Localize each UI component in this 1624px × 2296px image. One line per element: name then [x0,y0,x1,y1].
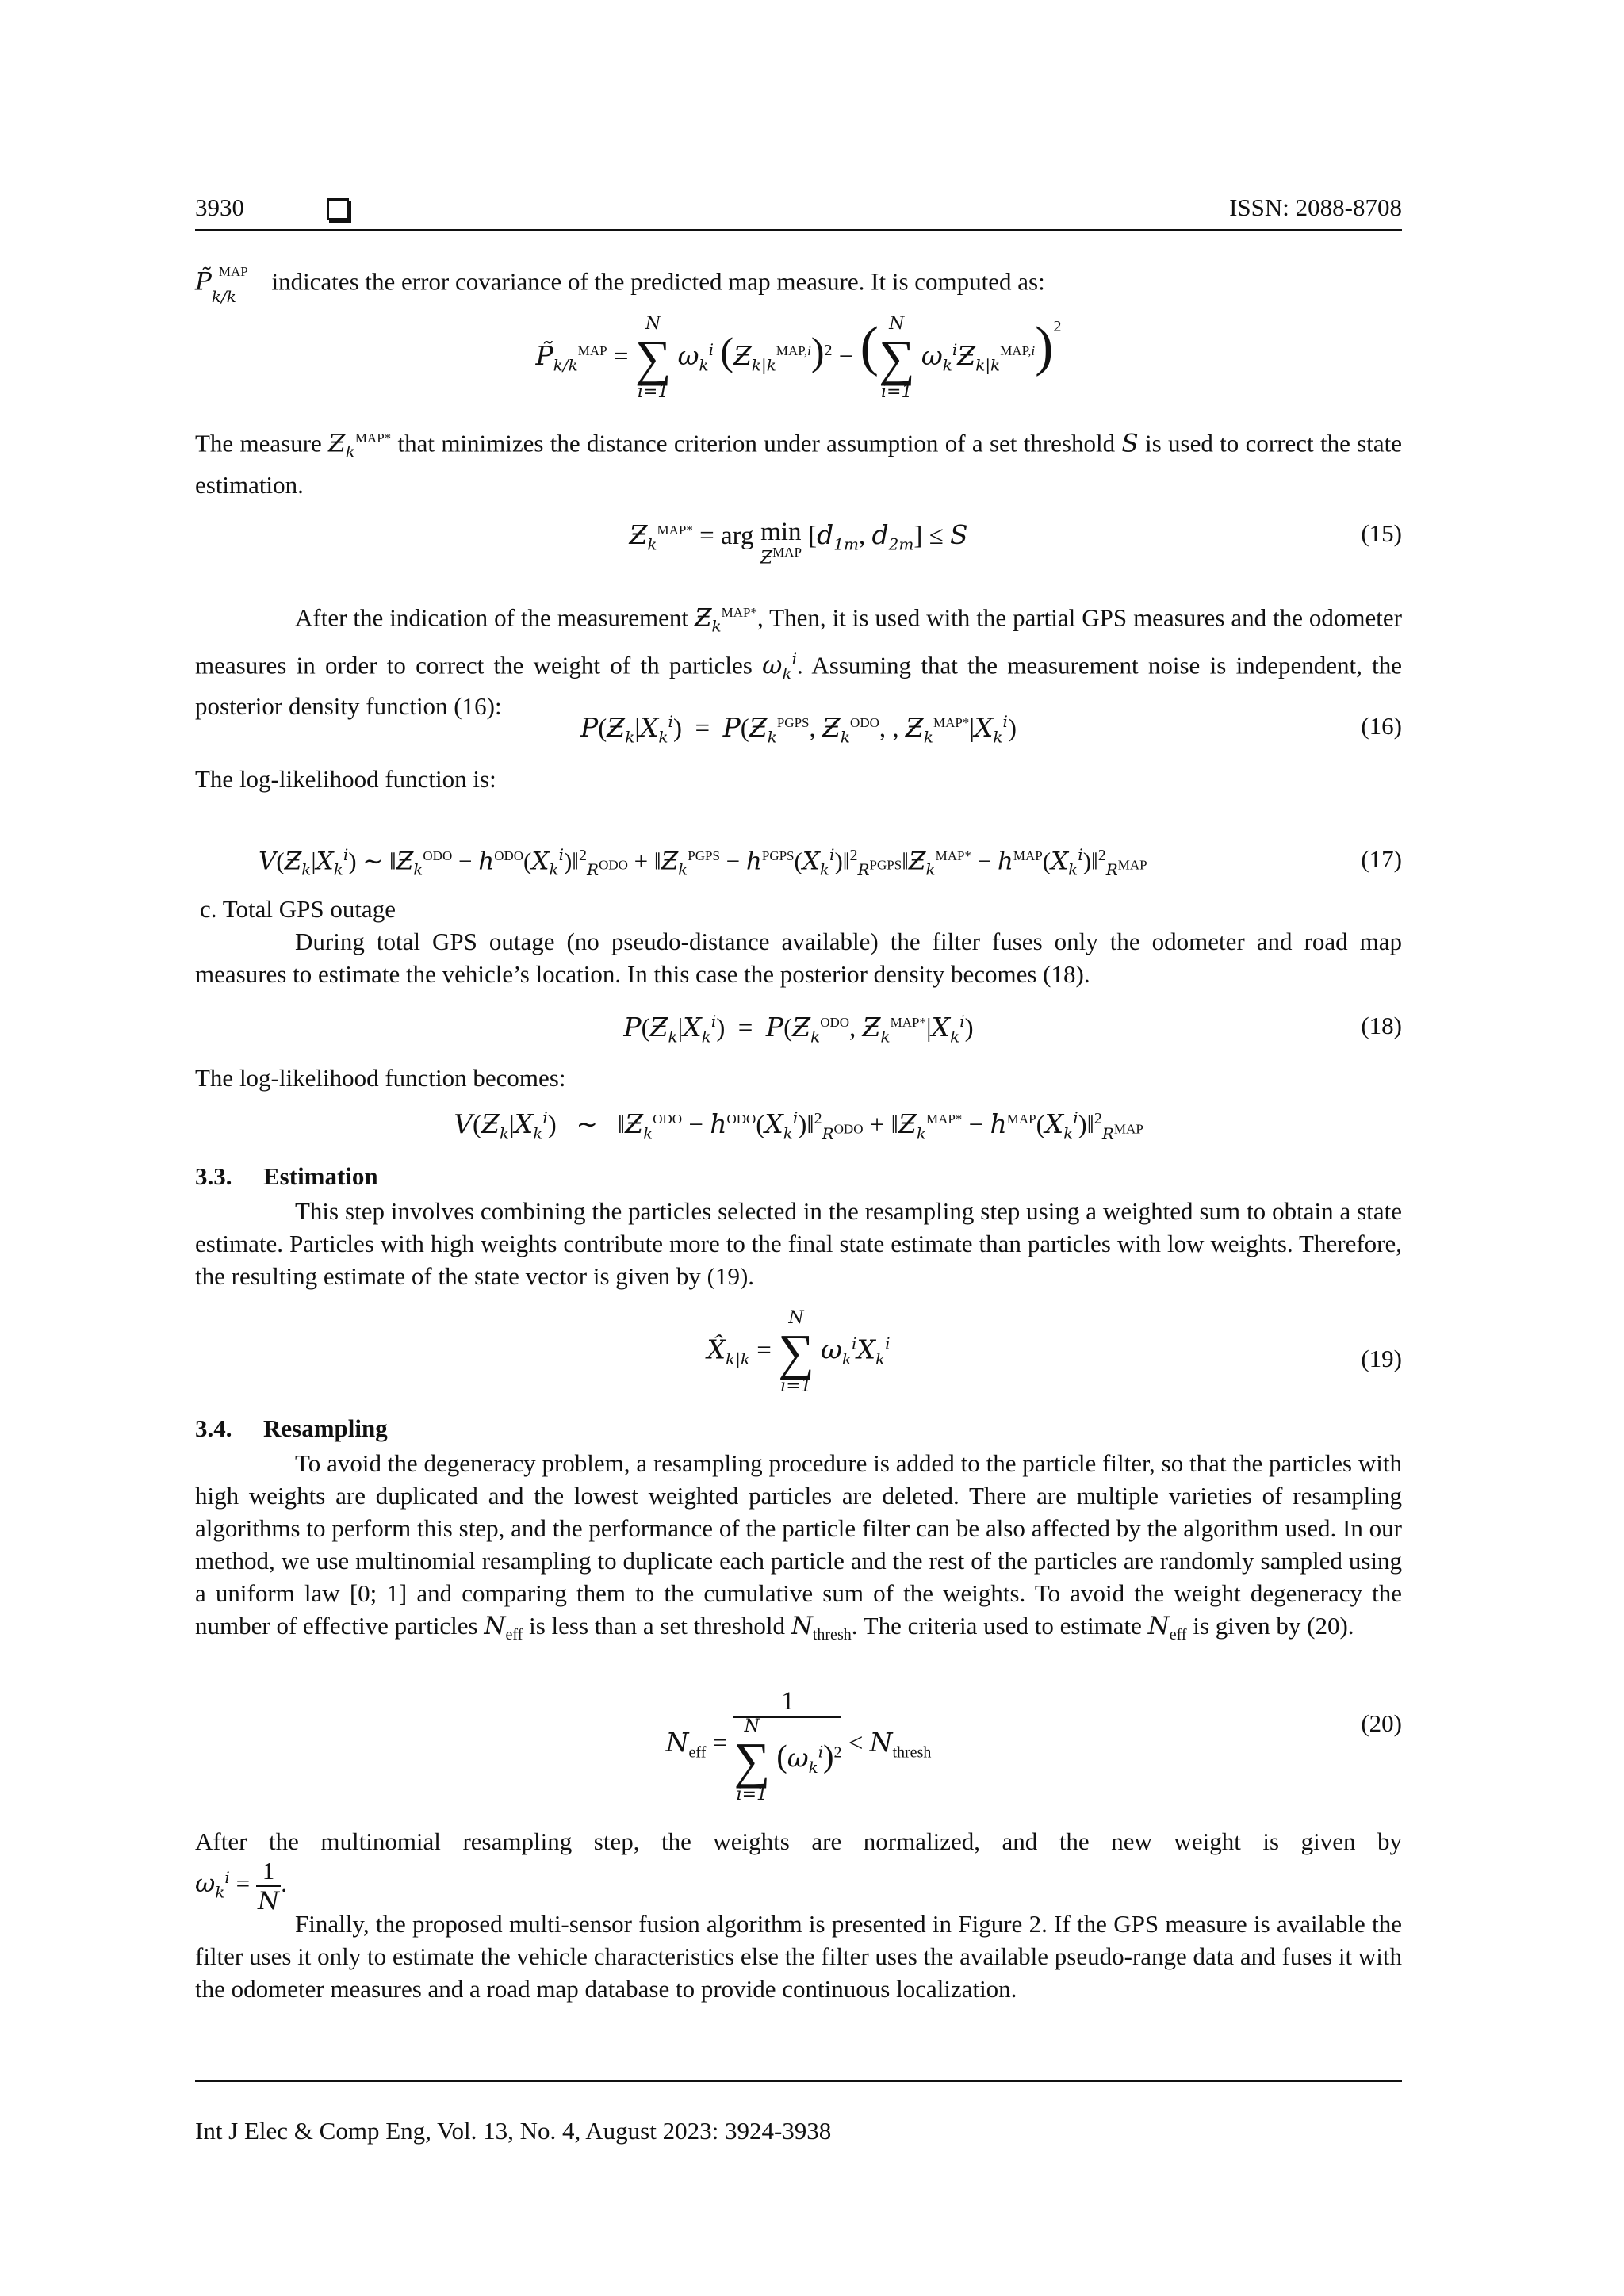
paragraph-text: that minimizes the distance criterion under assumption of a set threshold [391,429,1122,457]
equation-20: $N_{eff}$ = 1 N ∑ i=1 $(\omega_k^i)^2$ < $N_{thresh}$ (20) [665,1687,1402,1804]
equation-19: $X̂_{k|k}$ = N ∑ i=1 $\omega_k^iX_k^i$ (19) [707,1308,1402,1396]
issn: ISSN: 2088-8708 [1229,193,1402,221]
paragraph-text: The measure [195,429,329,457]
paragraph-total-outage: During total GPS outage (no pseudo-distance available) the filter fuses only the odometer and road map measures to estimate the vehicle’s location. In this case the posterior density becomes (18). [195,928,1402,988]
paragraph-estimation: This step involves combining the particles selected in the resampling step using a weighted sum to obtain a state estimate. Particles with high weights contribute more to the final state estimate than particles with low weights. Therefore, the resulting estimate of the state vector is given by (19). [195,1197,1402,1290]
equation-16: $P(Ƶ_k|X_k^i)$ = $P(Ƶ_k^{PGPS}$, $Ƶ_k^{ODO}$, , $Ƶ_k^{MAP*}|X_k^i$) (16) [580,712,1402,747]
paragraph-text: . Assuming that the measurement noise is independent, the posterior density function (16): [195,650,1402,721]
equation-number: (20) [1361,1709,1402,1737]
equation-18: $P(Ƶ_k|X_k^i)$ = $P(Ƶ_k^{ODO}$, $Ƶ_k^{MAP*}|X_k^i$) (18) [623,1012,1402,1047]
equation-number: (16) [1361,712,1402,740]
paragraph-measure: The measure $Ƶ_k^{MAP*}$ that minimizes the distance criterion under assumption of a set threshold S is used to correct the state estimation. [195,429,1402,499]
paragraph-loglik: The log-likelihood function is: [195,765,496,793]
section-number: 3.4. [195,1414,232,1442]
list-item-c: c. Total GPS outage [200,895,396,923]
footer-rule [195,2080,1402,2082]
paragraph-covariance: $P̃_{k/k}^{MAP}$ indicates the error covariance of the predicted map measure. It is computed as: [195,264,1045,306]
running-footer: Int J Elec & Comp Eng, Vol. 13, No. 4, August 2023: 3924-3938 [195,2117,832,2145]
header-rule [195,229,1402,231]
equation-number: (17) [1361,845,1402,873]
paragraph-resampling: To avoid the degeneracy problem, a resampling procedure is added to the particle filter, so that the particles with high weights are duplicated and the lowest weighted particles are deleted. There are multiple varieties of resampling algorithms to perform this step, and the performance of the particle filter can be also affected by the algorithm used. In our method, we use multinomial resampling to duplicate each particle and the rest of the particles are randomly sampled using a uniform law [0; 1] and comparing them to the cumulative sum of the weights. To avoid the weight degeneracy the number of effective particles $N_{eff}$ is less than a set threshold $N_{thresh}$. The criteria used to estimate $N_{eff}$ is given by (20). [195,1449,1402,1644]
equation-number: (19) [1361,1345,1402,1372]
running-header [195,193,1402,228]
section-title: Estimation [263,1162,378,1190]
page-number: 3930 [195,193,244,221]
square-bullet-icon [327,198,349,220]
section-heading-3-3 [195,1162,378,1191]
paragraph-text: , Then, it is used with the partial GPS measures and the odometer measures in order to correct the weight of th particles [195,603,1402,679]
paragraph-loglik-becomes: The log-likelihood function becomes: [195,1064,566,1092]
equation-number: (15) [1361,519,1402,547]
section-heading-3-4 [195,1414,388,1443]
equation-covariance: $P̃_{k/k}^{MAP}$ = N ∑ i=1 $\omega_k^i$ $(Ƶ_{k|k}^{MAP,i})^2$ − ( N ∑ i=1 $\omega_k^iƵ_{k|k}^{MAP,i})^2$ [535,314,1062,403]
paragraph-text: After the indication of the measurement [295,603,695,632]
paragraph-text: indicates the error covariance of the predicted map measure. It is computed as: [265,267,1045,296]
paragraph-normalized: After the multinomial resampling step, the weights are normalized, and the new weight is given by [195,1827,1402,1855]
equation-17: $V(Ƶ_k|X_k^i)$ ∼ $‖Ƶ_k^{ODO}$ − $h^{ODO}(X_k^i)‖^2_{R^{ODO}}$ + $‖Ƶ_k^{PGPS}$ − $h^{PGPS}(X_k^i)‖^2_{R^{PGPS}}‖Ƶ_k^{MAP*}$ − $h^{MAP}(X_k^i)‖^2_{R^{MAP}}$ (17) [259,845,1402,879]
paragraph-text: . The criteria used to estimate [851,1612,1148,1640]
section-number: 3.3. [195,1162,232,1190]
paragraph-text: is less than a set threshold [523,1612,791,1640]
equation-number: (18) [1361,1012,1402,1039]
section-title: Resampling [263,1414,388,1442]
equation-new-weight: $\omega_k^i$ = $\frac{1}{N}$ . [195,1857,288,1915]
paragraph-text: To avoid the degeneracy problem, a resampling procedure is added to the particle filter, so that the particles with high weights are duplicated and the lowest weighted particles are deleted. There are multiple varieties of resampling algorithms to perform this step, and the performance of the particle filter can be also affected by the algorithm used. In our method, we use multinomial resampling to duplicate each particle and the rest of the particles are randomly sampled using a uniform law [0; 1] and comparing them to the cumulative sum of the weights. To avoid the weight degeneracy the number of effective particles [195,1449,1402,1640]
paper-page [195,0,1402,2296]
paragraph-final: Finally, the proposed multi-sensor fusion algorithm is presented in Figure 2. If the GPS measure is available the filter uses it only to estimate the vehicle characteristics else the filter uses the available pseudo-range data and fuses it with the odometer measures and a road map database to provide continuous localization. [195,1910,1402,2003]
paragraph-text: is given by (20). [1186,1612,1354,1640]
paragraph-text: is used to correct the state estimation. [195,429,1402,499]
equation-15: $Ƶ_k^{MAP*}$ = arg min $Ƶ^{MAP}$ [$d_{1m}$, $d_{2m}] \le S$ (15) [629,518,1402,568]
paragraph-indication: After the indication of the measurement $Ƶ_k^{MAP*}$, Then, it is used with the partial GPS measures and the odometer measures in order to correct the weight of th particles $\omega_k^i$. Assuming that the measurement noise is independent, the posterior density function (16): [195,603,1402,721]
equation-loglik-outage: $V(Ƶ_k|X_k^i)$ ∼ $‖Ƶ_k^{ODO}$ − $h^{ODO}(X_k^i)‖^2_{R^{ODO}}$ + $‖Ƶ_k^{MAP*}$ − $h^{MAP}(X_k^i)‖^2_{R^{MAP}}$ [454,1108,1143,1143]
